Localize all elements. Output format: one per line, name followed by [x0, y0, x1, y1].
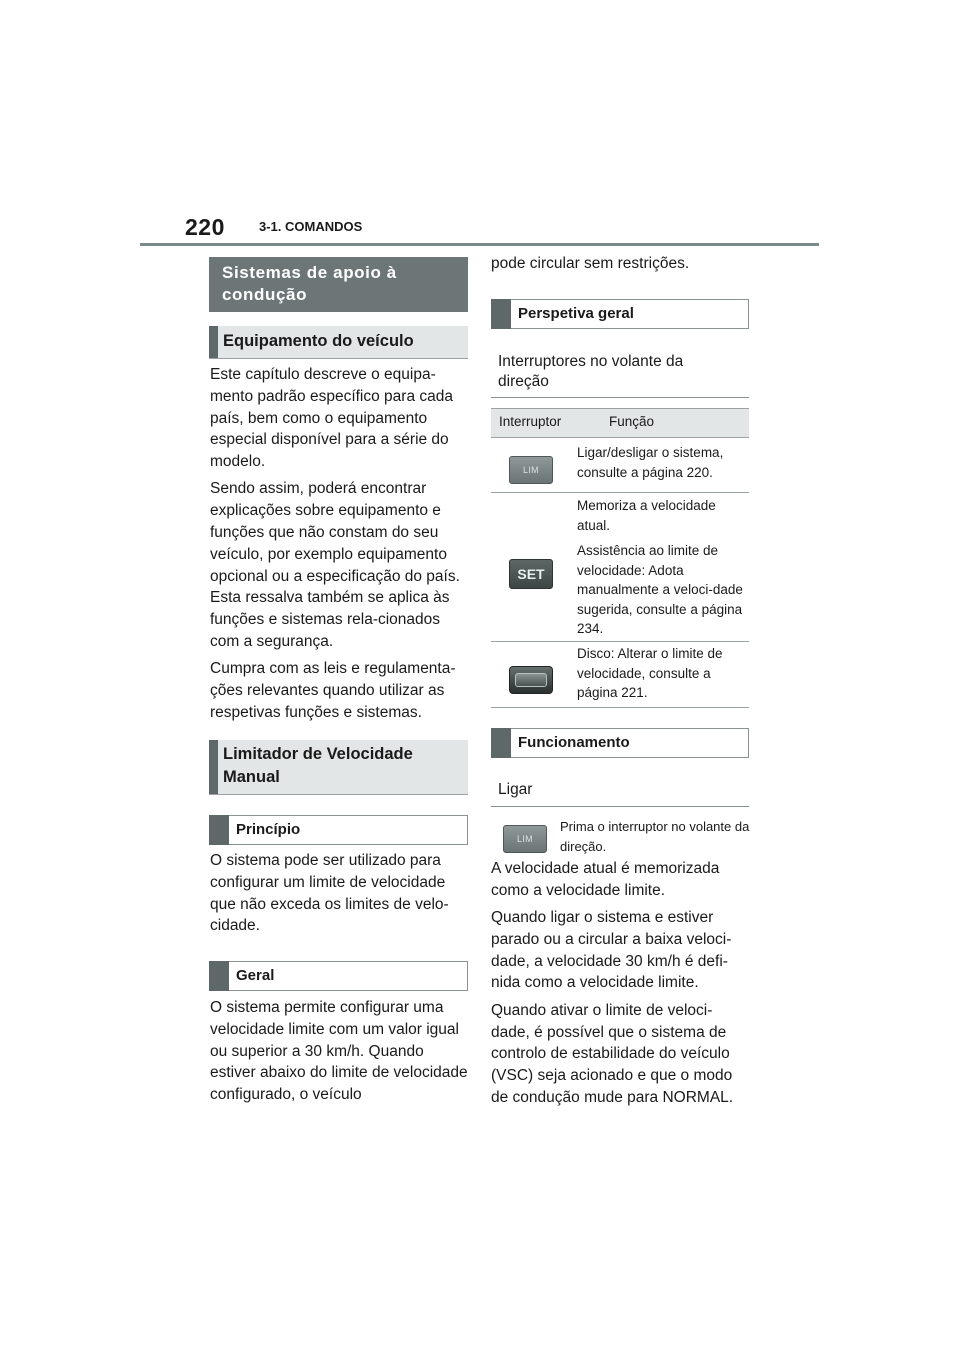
- heading-switch-on: [491, 776, 749, 807]
- heading-switch-on-text: Ligar: [498, 781, 533, 798]
- paragraph: A velocidade atual é memorizada como a velocidade limite.: [491, 860, 720, 899]
- set-button-icon: SET: [509, 559, 553, 589]
- general-text: [210, 997, 468, 1111]
- column-header-switch: Interruptor: [499, 414, 562, 429]
- section-title: 3-1. COMANDOS: [259, 219, 363, 234]
- chapter-heading-text: Sistemas de apoio à condução: [222, 263, 397, 304]
- table-row: [491, 493, 749, 642]
- table-header: [491, 408, 749, 438]
- heading-operation: [491, 728, 749, 758]
- principle-text: [210, 850, 468, 943]
- heading-speed-limiter: [209, 740, 468, 795]
- paragraph: pode circular sem restrições.: [491, 255, 690, 272]
- paragraph: Quando ativar o limite de veloci-dade, é possível que o sistema de controlo de estabilidade do veículo (VSC) seja acionado e que o modo de condução mude para NORMAL.: [491, 1001, 734, 1106]
- paragraph: O sistema permite configurar uma velocidade limite com um valor igual ou superior a 30 km/h. Quando estiver abaixo do limite de velocidade configurado, o veículo: [210, 999, 468, 1104]
- heading-principle: [209, 815, 468, 845]
- disc-wheel-icon: [509, 666, 553, 694]
- function-text: Memoriza a velocidade atual.: [577, 498, 716, 533]
- paragraph: Este capítulo descreve o equipa-mento padrão específico para cada país, bem como o equipamento especial disponível para a série do modelo.: [210, 366, 453, 471]
- heading-operation-text: Funcionamento: [518, 734, 630, 751]
- function-text: Assistência ao limite de velocidade: Adota manualmente a veloci-dade sugerida, consulte a página 234.: [577, 543, 743, 636]
- heading-equipment-text: Equipamento do veículo: [223, 332, 414, 350]
- heading-steering-switches-text: Interruptores no volante da direção: [498, 353, 684, 390]
- paragraph: Cumpra com as leis e regulamenta-ções relevantes quando utilizar as respetivas funções e sistemas.: [210, 660, 456, 721]
- equipment-text: [210, 364, 468, 729]
- heading-principle-text: Princípio: [236, 821, 301, 838]
- column-header-function: Função: [609, 414, 655, 429]
- paragraph: O sistema pode ser utilizado para configurar um limite de velocidade que não exceda os limites de velo-cidade.: [210, 852, 449, 935]
- table-cell-function: [577, 496, 745, 645]
- lim-button-icon: LIM: [503, 825, 547, 853]
- table-cell-function: [577, 644, 745, 709]
- heading-general-text: Geral: [236, 967, 275, 984]
- paragraph: Quando ligar o sistema e estiver parado ou a circular a baixa veloci-dade, a velocidade 30 km/h é defi-nida como a velocidade limite.: [491, 909, 732, 992]
- heading-overview-text: Perspetiva geral: [518, 305, 634, 322]
- heading-speed-limiter-text: Limitador de Velocidade Manual: [223, 745, 413, 786]
- function-text: Ligar/desligar o sistema, consulte a página 220.: [577, 445, 724, 480]
- switch-table: [491, 408, 749, 708]
- continuation-text: [491, 253, 749, 280]
- heading-overview: [491, 299, 749, 329]
- heading-equipment: [209, 326, 468, 359]
- lim-button-icon: LIM: [509, 456, 553, 484]
- page-number: 220: [185, 214, 225, 240]
- table-cell-function: [577, 443, 745, 488]
- table-row: [491, 437, 749, 493]
- paragraph: Sendo assim, poderá encontrar explicações sobre equipamento e funções que não constam do seu veículo, por exemplo equipamento opcional ou a especificação do país. Esta ressalva também se aplica às funções e sistemas rela-cionados com a segurança.: [210, 480, 460, 651]
- function-text: Disco: Alterar o limite de velocidade, consulte a página 221.: [577, 646, 723, 700]
- operation-text: [491, 858, 749, 1114]
- heading-general: [209, 961, 468, 991]
- chapter-heading: [209, 257, 468, 312]
- table-row: [491, 642, 749, 708]
- heading-steering-switches: [491, 346, 749, 398]
- press-switch-note: Prima o interruptor no volante da direção.: [560, 819, 750, 854]
- header-divider: [140, 243, 819, 246]
